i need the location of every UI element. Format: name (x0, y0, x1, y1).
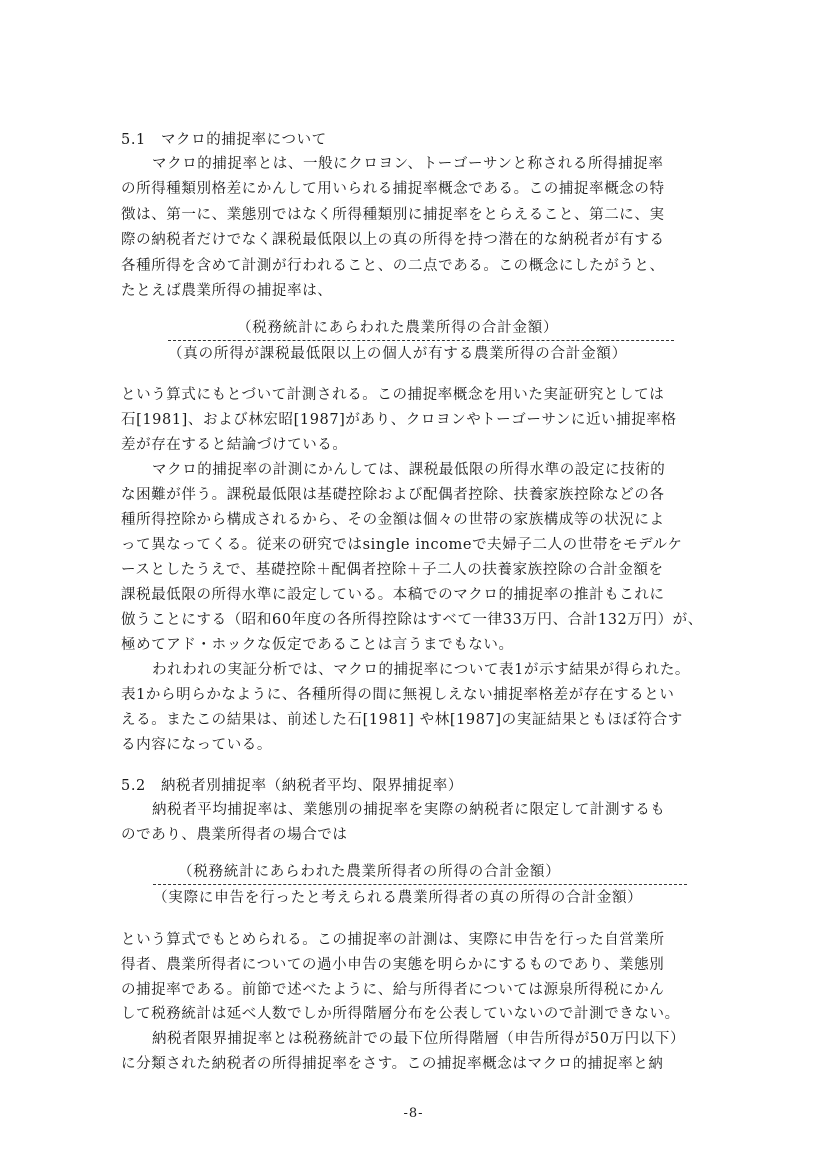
page-number: -8- (403, 1106, 424, 1121)
paragraph-line: 種所得控除から構成されるから、その金額は個々の世帯の家族構成等の状況によ (121, 512, 665, 528)
paragraph-line: 徴は、第一に、業態別ではなく所得種類別に捕捉率をとらえること、第二に、実 (121, 207, 665, 223)
paragraph-line: る内容になっている。 (121, 737, 272, 753)
paragraph-line: の所得種類別格差にかんして用いられる捕捉率概念である。この捕捉率概念の特 (121, 181, 665, 197)
paragraph-line: 得者、農業所得者についての過小申告の実態を明らかにするものであり、業態別 (121, 957, 665, 973)
paragraph-line: 課税最低限の所得水準に設定している。本稿でのマクロ的捕捉率の推計もこれに (121, 587, 665, 603)
paragraph-line: マクロ的捕捉率の計測にかんしては、課税最低限の所得水準の設定に技術的 (152, 462, 666, 478)
paragraph-line: して税務統計は延べ人数でしか所得階層分布を公表していないので計測できない。 (121, 1006, 680, 1022)
formula-2-fraction-bar (153, 884, 687, 885)
paragraph-line: 倣うことにする（昭和60年度の各所得控除はすべて一律33万円、合計132万円）が、 (121, 612, 703, 628)
paragraph-line: という算式でもとめられる。この捕捉率の計測は、実際に申告を行った自営業所 (121, 932, 665, 948)
section-5-2-heading: 5.2 納税者別捕捉率（納税者平均、限界捕捉率） (121, 778, 463, 794)
formula-1-denominator: （真の所得が課税最低限以上の個人が有する農業所得の合計金額） (168, 346, 627, 362)
paragraph-line: 石[1981]、および林宏昭[1987]があり、クロヨンやトーゴーサンに近い捕捉率格 (121, 412, 677, 428)
paragraph-line: える。またこの結果は、前述した石[1981] や林[1987]の実証結果ともほぼ符合す (121, 712, 683, 728)
paragraph-line: 差が存在すると結論づけている。 (121, 437, 348, 453)
paragraph-line: 各種所得を含めて計測が行われること、の二点である。この概念にしたがうと、 (121, 258, 665, 274)
formula-2-denominator: （実際に申告を行ったと考えられる農業所得者の真の所得の合計金額） (153, 890, 643, 906)
paragraph-line: ースとしたうえで、基礎控除＋配偶者控除＋子二人の扶養家族控除の合計金額を (121, 562, 664, 578)
paragraph-line: に分類された納税者の所得捕捉率をさす。この捕捉率概念はマクロ的捕捉率と納 (121, 1056, 664, 1072)
section-5-1-heading: 5.1 マクロ的捕捉率について (121, 132, 327, 148)
paragraph-line: 極めてアド・ホックな仮定であることは言うまでもない。 (121, 637, 514, 653)
paragraph-line: な困難が伴う。課税最低限は基礎控除および配偶者控除、扶養家族控除などの各 (121, 487, 665, 503)
formula-1-fraction-bar (168, 340, 674, 341)
paragraph-line: たとえば農業所得の捕捉率は、 (121, 283, 333, 299)
paragraph-line: マクロ的捕捉率とは、一般にクロヨン、トーゴーサンと称される所得捕捉率 (152, 156, 664, 172)
formula-2-numerator: （税務統計にあらわれた農業所得者の所得の合計金額） (178, 864, 561, 880)
paragraph-line: 納税者限界捕捉率とは税務統計での最下位所得階層（申告所得が50万円以下） (152, 1031, 686, 1047)
paragraph-line: われわれの実証分析では、マクロ的捕捉率について表1が示す結果が得られた。 (152, 662, 691, 678)
formula-1-numerator: （税務統計にあらわれた農業所得の合計金額） (237, 320, 559, 336)
paragraph-line: 際の納税者だけでなく課税最低限以上の真の所得を持つ潜在的な納税者が有する (121, 232, 665, 248)
paragraph-line: 納税者平均捕捉率は、業態別の捕捉率を実際の納税者に限定して計測するも (152, 802, 666, 818)
paragraph-line: の捕捉率である。前節で述べたように、給与所得者については源泉所得税にかん (121, 982, 665, 998)
paragraph-line: のであり、農業所得者の場合では (121, 827, 348, 843)
paragraph-line: という算式にもとづいて計測される。この捕捉率概念を用いた実証研究としては (121, 387, 665, 403)
paragraph-line: 表1から明らかなように、各種所得の間に無視しえない捕捉率格差が存在するとい (121, 687, 675, 703)
paragraph-line: って異なってくる。従来の研究ではsingle incomeで夫婦子二人の世帯をモデルケ (121, 537, 683, 553)
